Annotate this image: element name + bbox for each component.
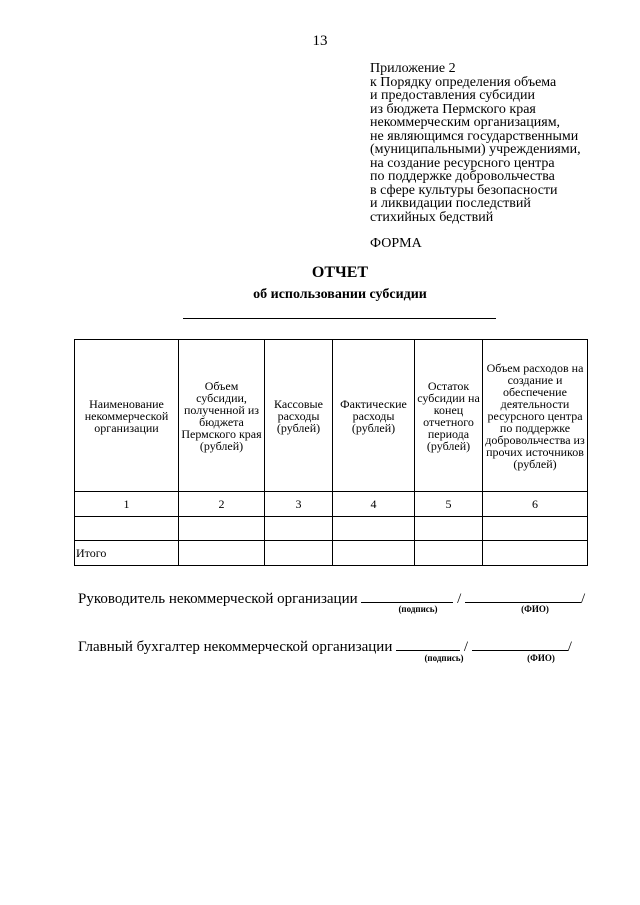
table-cell (179, 517, 265, 541)
header-cell-organization: Наименование некоммерческой организации (75, 340, 179, 492)
column-number-row (75, 492, 588, 517)
appendix-line: по поддержке добровольчества (370, 169, 555, 184)
appendix-line: не являющимся государственными (370, 128, 579, 144)
column-number: 4 (333, 492, 415, 517)
table-cell (179, 541, 265, 566)
appendix-line: на создание ресурсного центра (370, 155, 555, 171)
header-cell-other-sources: Объем расходов на создание и обеспечение деятельности ресурсного центра по поддержке добровольчества из прочих источников (рублей) (483, 340, 588, 492)
header-row (75, 340, 588, 492)
table-cell (265, 541, 333, 566)
appendix-line: из бюджета Пермского края (370, 101, 536, 117)
title-rule (183, 318, 496, 319)
table-cell (333, 541, 415, 566)
end-slash: / (567, 639, 572, 655)
name-blank[interactable] (465, 588, 581, 603)
table-cell (265, 517, 333, 541)
appendix-line: стихийных бедствий (370, 209, 494, 225)
appendix-line: Приложение 2 (370, 61, 456, 76)
page-number: 13 (312, 33, 328, 49)
name-blank[interactable] (472, 636, 568, 651)
appendix-line: некоммерческим организациям, (370, 115, 561, 130)
total-row (75, 541, 588, 566)
column-number: 6 (483, 492, 588, 517)
end-slash: / (581, 591, 586, 607)
column-number: 2 (179, 492, 265, 517)
column-number: 1 (75, 492, 179, 517)
separator: / (457, 591, 462, 607)
header-cell-cash-expenses: Кассовые расходы (рублей) (265, 340, 333, 492)
name-caption: (ФИО) (527, 653, 555, 663)
appendix-line: в сфере культуры безопасности (370, 182, 558, 198)
header-cell-subsidy-volume: Объем субсидии, полученной из бюджета Пермского края (рублей) (179, 340, 265, 492)
table-row (75, 517, 588, 541)
report-table (74, 339, 588, 566)
signature-label: Руководитель некоммерческой организации (78, 591, 358, 607)
signature-caption: (подпись) (424, 653, 464, 663)
signature-label: Главный бухгалтер некоммерческой организации (78, 639, 393, 655)
appendix-line: к Порядку определения объема (370, 74, 557, 90)
appendix-block (370, 62, 632, 224)
table-cell (415, 517, 483, 541)
signature-line-accountant (78, 636, 572, 656)
document-title: ОТЧЕТ (311, 264, 369, 281)
table-cell (483, 517, 588, 541)
signature-blank[interactable] (361, 588, 453, 603)
appendix-line: (муниципальными) учреждениями, (370, 142, 581, 157)
appendix-line: и предоставления субсидии (370, 88, 536, 103)
document-subtitle: об использовании субсидии (253, 287, 427, 302)
signature-caption: (подпись) (398, 604, 438, 614)
table-cell (75, 517, 179, 541)
table-cell (415, 541, 483, 566)
header-cell-remainder: Остаток субсидии на конец отчетного периода (рублей) (415, 340, 483, 492)
form-label: ФОРМА (370, 236, 422, 251)
column-number: 5 (415, 492, 483, 517)
total-label: Итого (75, 541, 179, 566)
table-cell (483, 541, 588, 566)
table-cell (333, 517, 415, 541)
name-caption: (ФИО) (521, 604, 549, 614)
separator: / (463, 639, 469, 655)
header-cell-actual-expenses: Фактические расходы (рублей) (333, 340, 415, 492)
appendix-line: и ликвидации последствий (370, 196, 531, 211)
column-number: 3 (265, 492, 333, 517)
signature-blank[interactable] (396, 636, 460, 651)
